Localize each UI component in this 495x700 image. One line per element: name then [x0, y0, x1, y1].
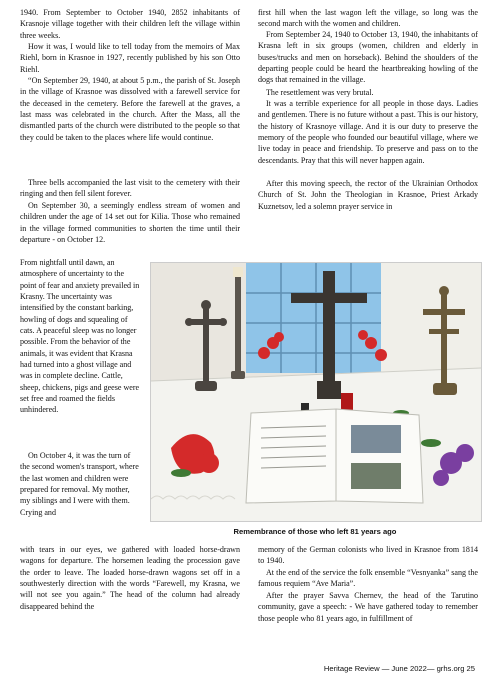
bottom-right-paragraph-3: After the prayer Savva Chernev, the head of the Tarutino community, gave a speech: - We have gathered today to remember those people who 81 years ago, in fulfillment of [258, 591, 478, 623]
page-footer: Heritage Review — June 2022— grhs.org 25 [323, 664, 475, 673]
col1-paragraph-1: 1940. From September to October 1940, 2852 inhabitants of Krasnoje village together with their children left the village within three weeks. [20, 8, 240, 40]
photo-caption: Remembrance of those who left 81 years ago [233, 527, 397, 536]
col1-paragraph-2: How it was, I would like to tell today from the memoirs of Max Riehl, born in Krasnoe in 1927, recently published by his son Otto Riehl. [20, 42, 240, 74]
bottom-right-paragraph-2: At the end of the service the folk ensemble “Vesnyanka” sang the famous requiem “Ave Maria”. [258, 568, 478, 589]
col1-paragraph-3: “On September 29, 1940, at about 5 p.m., the parish of St. Joseph in the village of Krasnoe was dissolved with a farewell service for the deceased in the cemetery. Before the farewell at the graves, a last mass was celebrated in the church. After the Mass, all the dismantled parts of the church were distributed to the people so that they could be taken to the places where life would continue. [20, 76, 240, 142]
col2-paragraph-4: It was a terrible experience for all people in those days. Ladies and gentlemen. There is no future without a past. This is our history, the history of Krasnoye village. And it is our duty to preserve the memory of the people who founded our beautiful village, where we live today in peace and friendship. To preserve and pass on to the descendants. Pray that this will never happen again. [258, 99, 478, 165]
side-paragraph-1: From nightfall until dawn, an atmosphere of uncertainty to the point of fear and anxiety prevailed in Krasny. The uncertainty was intensified by the constant barking, howling of dogs and squealing of cats. A peaceful sleep was no longer possible. From the behavior of the animals, it was evident that Krasna had turned into a ghost village and was in complete decline. Cattle, sheep, chickens, pigs and geese were set free and roamed the fields unhindered. [20, 258, 140, 415]
memorial-altar-illustration [151, 263, 481, 521]
col1-paragraph-4: Three bells accompanied the last visit to the cemetery with their ringing and then fell silent forever. [20, 178, 240, 199]
col2-paragraph-5: After this moving speech, the rector of the Ukrainian Orthodox Church of St. John the Theologian in Krasnoe, Priest Arkady Kuznetsov, led a solemn prayer service in [258, 179, 478, 211]
bottom-right-paragraph-1: memory of the German colonists who lived in Krasnoe from 1814 to 1940. [258, 545, 478, 566]
memorial-photo [150, 262, 482, 522]
col2-paragraph-1: first hill when the last wagon left the village, so long was the second march with the women and children. [258, 8, 478, 29]
bottom-left-paragraph: with tears in our eyes, we gathered with loaded horse-drawn wagons for departure. The horsemen leading the procession gave the order to leave. The loaded horse-drawn wagons set off in a southwesterly direction with the words “Farewell, my Krasna, we will not see you again.” The head of the column had already disappeared behind the [20, 545, 240, 611]
col1-paragraph-5: On September 30, a seemingly endless stream of women and children under the age of 14 set out for Kilia. Those who remained in the village formed communities to shorten the time until their departure - on October 12. [20, 201, 240, 245]
side-paragraph-2: On October 4, it was the turn of the second women's transport, where the last women and children were prepared for removal. My mother, my siblings and I were with them. Crying and [20, 451, 139, 517]
col2-paragraph-2: From September 24, 1940 to October 13, 1940, the inhabitants of Krasna left in six groups (women, children and elderly in buses/trucks and men on horseback). Behind the shoulders of the departing people could be heard the heartbreaking howling of the dogs that remained in the village. [258, 30, 478, 85]
col2-paragraph-3: The resettlement was very brutal. [266, 88, 374, 97]
